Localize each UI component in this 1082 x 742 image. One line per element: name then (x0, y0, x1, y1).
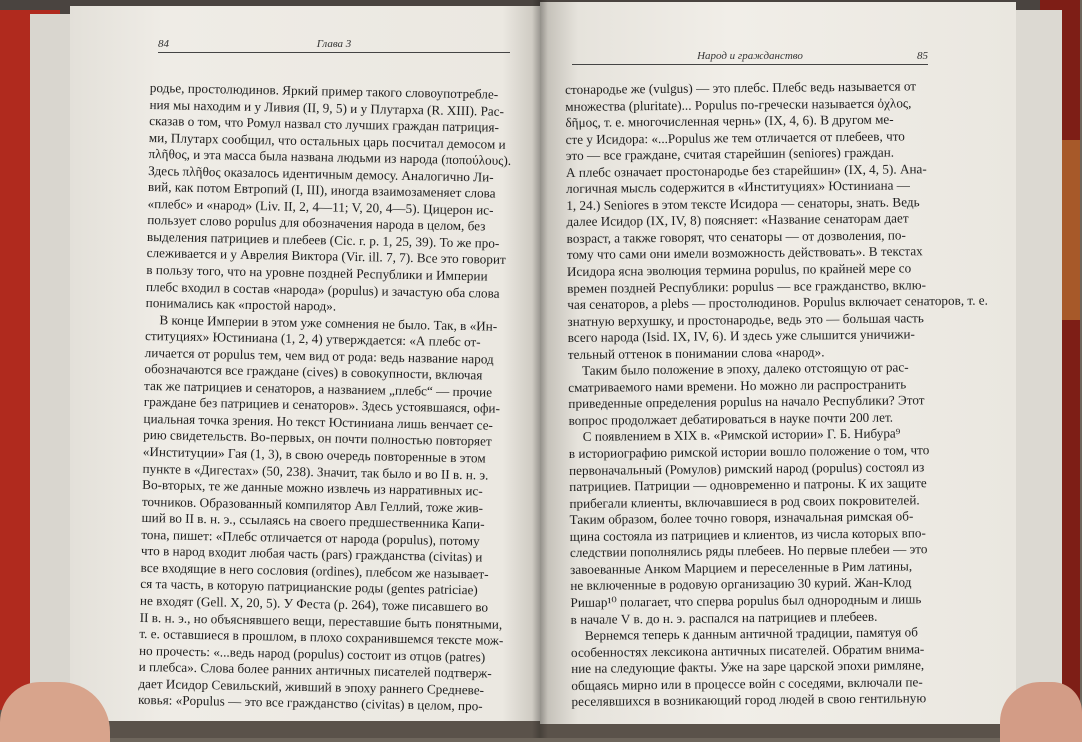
left-running-head: Глава 3 (316, 38, 352, 50)
text-line: т. е. оставшиеся в прошлом, в плохо сохранившемся тексте мож- (139, 625, 504, 648)
right-page-header (572, 50, 928, 65)
text-line: рию свидетельств. Во-первых, он почти полностью повторяет (143, 427, 492, 450)
text-line: граждане без патрициев и сенаторов». Здесь устоявшаяся, офи- (143, 394, 501, 417)
text-line: δῆμος, т. е. многочисленная чернь» (IX, 4, 6). В другом ме- (565, 111, 894, 131)
text-line: πλῆθος, и эта масса была названа людьми из народа (ποπούλους). (148, 146, 512, 169)
text-line: времен поздней Республики: populus — все гражданство, вклю- (567, 276, 927, 296)
text-line: всего народа (Isid. IX, IV, 6). И здесь уже слышится уничижи- (567, 326, 915, 346)
text-line: знатную верхушку, и простонародье, ведь это — большая часть (567, 309, 924, 329)
text-line: Во-вторых, те же данные можно извлечь из нарративных ис- (142, 477, 483, 499)
text-line: точников. Образованный компилятор Авл Геллий, тоже жив- (141, 493, 484, 516)
text-line: следствии пополнялись ряды плебеев. Но первые плебеи — это (569, 541, 928, 561)
text-line: множества (pluritate)... Populus по-гречески называется ὀχλος, (565, 94, 912, 114)
left-page-header (158, 38, 510, 53)
text-line: В конце Империи в этом уже сомнения не было. Так, в «Ин- (159, 311, 498, 334)
text-line: ния мы находим и у Ливия (II, 9, 5) и у Плутарха (R. XIII). Рас- (149, 96, 505, 119)
left-page-number: 84 (158, 38, 169, 50)
text-line: Таким было положение в эпоху, далеко отстоящую от рас- (581, 359, 909, 379)
left-page-body (138, 80, 520, 716)
text-line: 1, 24.) Seniores в этом тексте Исидора — сенаторы, знать. Ведь (566, 194, 920, 213)
text-line: в начале V в. до н. э. распался на патрициев и плебеев. (570, 608, 878, 627)
text-line: приведенные определения populus на начало Республики? Этот (568, 392, 925, 412)
text-line: реселявшихся в возникающий город людей в свою гентильную (571, 690, 927, 710)
text-line: Здесь πλῆθος оказалось идентичным демосу. Аналогично Ли- (148, 162, 494, 185)
text-line: тона, пишет: «Плебс отличается от народа (populus), потому (141, 526, 480, 549)
text-line: плебс входил в состав «народа» (populus) и зачастую оба слова (145, 278, 500, 301)
text-line: первоначальный (Ромулов) римский народ (populus) состоял из (568, 458, 925, 478)
text-line: не входят (Gell. X, 20, 5). У Феста (p. 264), тоже писавшего во (139, 592, 489, 615)
text-line: стонародье же (vulgus) — это плебс. Плебс ведь называется от (565, 78, 917, 97)
text-line: тому что сами они имели возможность действовать». В текстах (566, 243, 923, 263)
right-page-number: 85 (917, 50, 928, 62)
text-line: Таким образом, более точно говоря, изначальная римская об- (569, 508, 914, 528)
text-line: «плебс» и «народ» (Liv. II, 2, 4—11; V, 20, 4—5). Цицерон ис- (147, 195, 494, 218)
text-line: общаясь мирно или в процессе войн с соседями, включали пе- (571, 673, 923, 693)
right-page-body (565, 78, 988, 711)
text-line: в пользу того, что на уровне поздней Республики и Империи (146, 261, 488, 284)
text-line: далее Исидор (IX, IV, 8) поясняет: «Название сенаторам дает (566, 210, 909, 230)
text-line: так же патрициев и сенаторов, а названием „плебс“ — прочие (143, 377, 493, 400)
text-line: II в. н. э., но объяснявшего вещи, переставшие быть понятными, (139, 609, 503, 632)
text-line: ший во II в. н. э., ссылаясь на своего предшественника Капи- (141, 510, 485, 532)
text-line: обозначаются все граждане (cives) в совокупности, включая (144, 361, 483, 383)
text-line: сматриваемого нами времени. Но можно ли распространить (568, 376, 907, 395)
text-line: но прочесть: «...ведь народ (populus) состоит из отцов (patres) (138, 642, 486, 665)
text-line: ся та часть, в которую патрицианские роды (gentes patriciae) (140, 576, 478, 598)
text-line: С появлением в XIX в. «Римской истории» Г. Б. Нибура⁹ (582, 425, 901, 445)
text-line: дает Исидор Севильский, живший в эпоху раннего Средневе- (138, 675, 485, 698)
text-line: патрициев. Патриции — одновременно и патроны. К их защите (569, 475, 927, 495)
text-line: Ришар¹⁰ полагает, что сперва populus был однородным и лишь (570, 591, 922, 610)
text-line: это — все граждане, считая старейшин (seniores) граждан. (565, 144, 895, 164)
text-line: особенностях лексикона античных писателей. Обратим внима- (570, 640, 925, 660)
text-line: ние на следующие факты. Уже на заре царской эпохи римляне, (571, 657, 925, 677)
text-line: выделения патрициев и плебеев (Cic. r. p. 1, 25, 39). То же про- (146, 228, 500, 251)
text-line: прибегали клиенты, включавшиеся в род своих покровителей. (569, 491, 920, 511)
text-line: ституциях» Юстиниана (1, 2, 4) утверждается: «А плебс от- (144, 328, 481, 350)
text-line: вий, как потом Евтропий (I, III), иногда взаимозаменяет слова (147, 179, 496, 201)
page-stack-right (1009, 10, 1062, 722)
text-line: чая сенаторов, а plebs — простолюдинов. Populus включает сенаторов, т. е. (567, 292, 988, 313)
text-line: Вернемся теперь к данным античной традиции, памятуя об (584, 624, 919, 643)
text-line: завоеванные Анком Марцием и переселенные в Рим латины, (570, 558, 913, 577)
text-line: слеживается и у Аврелия Виктора (Vir. ill. 7, 7). Все это говорит (146, 245, 506, 268)
text-line: пользует слово populus для обозначения народа в целом, без (147, 212, 486, 234)
book-gutter (532, 0, 548, 738)
text-line: сказав о том, что Ромул назвал сто лучших граждан патриция- (149, 113, 500, 135)
text-line: «Институции» Гая (1, 3), в свою очередь повторенные в этом (142, 443, 486, 466)
text-line: личается от populus тем, чем вид от рода: ведь название народ (144, 344, 494, 367)
text-line: все входящие в него сословия (ordines), плебсом же называет- (140, 559, 489, 582)
text-line: возраст, а также говорят, что сенаторы — от дозволения, по- (566, 227, 906, 246)
text-line: понимались как «простой народ». (145, 295, 337, 314)
text-line: вопрос продолжает дебатироваться в науке почти 200 лет. (568, 409, 894, 428)
text-line: щина состояла из патрициев и клиентов, из числа которых впо- (569, 525, 926, 544)
text-line: тельный оттенок в понимании слова «народ». (567, 344, 825, 362)
text-line: ковья: «Populus — это все гражданство (civitas) в целом, про- (137, 692, 483, 714)
text-line: логичная мысль содержится в «Институциях» Юстиниана — (566, 177, 911, 197)
text-line: не включенные в родовую организацию 30 курий. Жан-Клод (570, 574, 912, 594)
text-line: в историографию римской истории вошло положение о том, что (568, 442, 930, 462)
text-line: и плебса». Слова более ранних античных писателей подтверж- (138, 659, 492, 681)
right-running-head: Народ и гражданство (697, 50, 803, 62)
text-line: сте у Исидора: «...Populus же тем отличается от плебеев, что (565, 128, 905, 147)
text-line: родье, простолюдинов. Яркий пример такого словоупотребле- (149, 80, 499, 102)
text-line: А плебс означает простонародье без старейшин» (IX, 4, 5). Ана- (565, 160, 927, 180)
text-line: что в народ входит любая часть (pars) гражданства (civitas) и (140, 543, 483, 565)
text-line: пункте в «Дигестах» (50, 238). Значит, так было и во II в. н. э. (142, 460, 489, 483)
text-line: циальная точка зрения. Но текст Юстиниана лишь венчает се- (143, 410, 494, 433)
text-line: ми, Плутарх сообщил, что остальных царь посчитал демосом и (148, 129, 506, 152)
text-line: Исидора ясна эволюция термина populus, по крайней мере со (566, 260, 912, 280)
